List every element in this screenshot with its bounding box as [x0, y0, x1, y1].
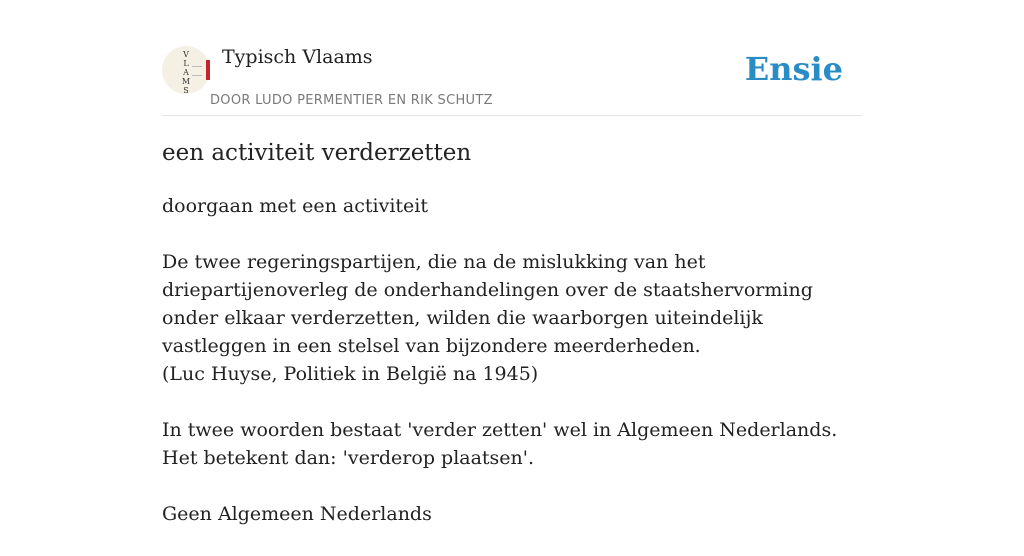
dictionary-avatar[interactable]: [162, 46, 210, 94]
entry-body: [162, 192, 862, 556]
avatar-decoration: [192, 66, 202, 76]
example-source: (Luc Huyse, Politiek in België na 1945): [162, 363, 539, 385]
header: [162, 44, 862, 116]
entry-note: In twee woorden bestaat 'verder zetten' wel in Algemeen Nederlands. Het betekent dan: 'verderop plaatsen'.: [162, 419, 838, 469]
entry-example: [162, 248, 862, 388]
ensie-logo-link[interactable]: Ensie: [744, 50, 843, 88]
avatar-red-stripe: [206, 60, 210, 80]
entry-title: een activiteit verderzetten: [162, 140, 472, 166]
avatar-logo-letters: V L A M S: [181, 50, 191, 95]
dictionary-title-link[interactable]: Typisch Vlaams: [222, 46, 373, 68]
entry-definition: doorgaan met een activiteit: [162, 195, 428, 217]
example-quote: De twee regeringspartijen, die na de mislukking van het driepartijenoverleg de onderhandelingen over de staatshervorming onder elkaar verderzetten, wilden die waarborgen uiteindelijk vastleggen in een stelsel van bijzondere meerderheden.: [162, 251, 813, 357]
authors-byline: DOOR LUDO PERMENTIER EN RIK SCHUTZ: [210, 93, 493, 108]
entry-footer-text: Geen Algemeen Nederlands: [162, 503, 432, 525]
